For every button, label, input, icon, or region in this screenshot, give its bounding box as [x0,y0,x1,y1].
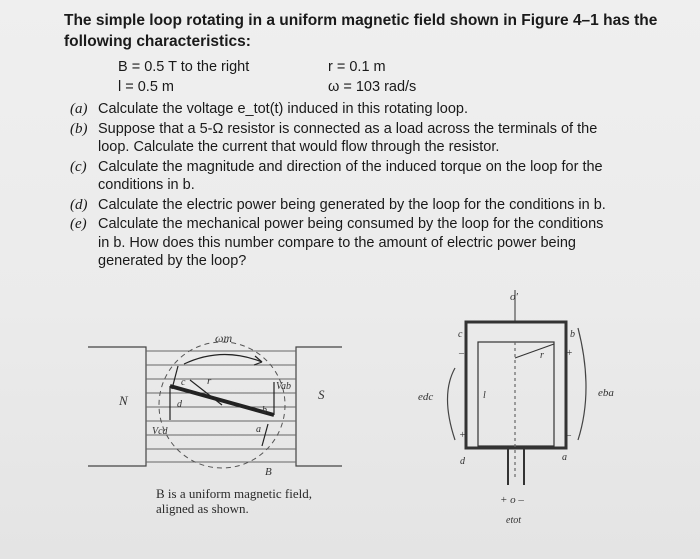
right-b-label: b [570,329,575,340]
edc-plus: + [459,430,466,441]
eba-minus: – [566,430,571,441]
question-label: (a) [70,101,88,117]
south-pole [296,347,342,466]
param-l: l = 0.5 m [118,79,175,95]
right-l-label: l [483,390,486,401]
loop-side [170,386,274,415]
right-d-label: d [460,456,465,467]
question-label: (b) [70,120,88,137]
right-c-label: c [458,329,463,340]
question-text: Suppose that a 5-Ω resistor is connected as a load across the terminals of the loop. Calculate the current that would flow through the resistor. [98,120,598,155]
c-label: c [181,377,186,388]
north-label: N [119,393,128,408]
question-label: (d) [70,196,88,213]
north-pole [88,347,146,466]
eba-label: eba [598,387,614,399]
loop-outer [466,322,566,448]
edc-bracket [448,368,456,440]
eba-plus: + [566,348,573,359]
edc-label: edc [418,391,434,403]
r-label: r [207,375,212,387]
figure-caption: B is a uniform magnetic field, aligned as shown. [156,486,312,516]
param-r: r = 0.1 m [328,59,386,75]
o-prime-label: o′ [510,291,518,303]
right-a-label: a [562,452,567,463]
vab-label: Vab [276,381,291,392]
question-text: Calculate the mechanical power being consumed by the loop for the conditions in b. How does this number compare to the amount of electric power being generated by the loop? [98,216,604,269]
param-b: B = 0.5 T to the right [118,59,250,75]
a-label: a [256,424,261,435]
right-r-label: r [540,350,544,361]
problem-intro: The simple loop rotating in a uniform magnetic field shown in Figure 4–1 has the following characteristics: [64,12,658,50]
d-label: d [177,399,182,410]
question-label: (e) [70,216,87,232]
eba-bracket [578,328,586,440]
b-label: b [262,405,267,416]
omega-label: ωm [215,331,233,345]
south-label: S [318,387,325,402]
question-text: Calculate the electric power being generated by the loop for the conditions in b. [98,196,606,213]
field-label: B [265,466,272,478]
etot-label: etot [506,515,521,526]
question-label: (c) [70,158,87,175]
question-text: Calculate the voltage e_tot(t) induced in this rotating loop. [98,101,468,117]
question-text: Calculate the magnitude and direction of the induced torque on the loop for the conditions in b. [98,158,603,193]
vcd-label: Vcd [152,426,168,437]
param-omega: ω = 103 rad/s [328,79,417,95]
terminal-label: + o – [500,494,524,506]
edc-minus: – [459,348,464,359]
rotation-arrow [184,354,262,364]
